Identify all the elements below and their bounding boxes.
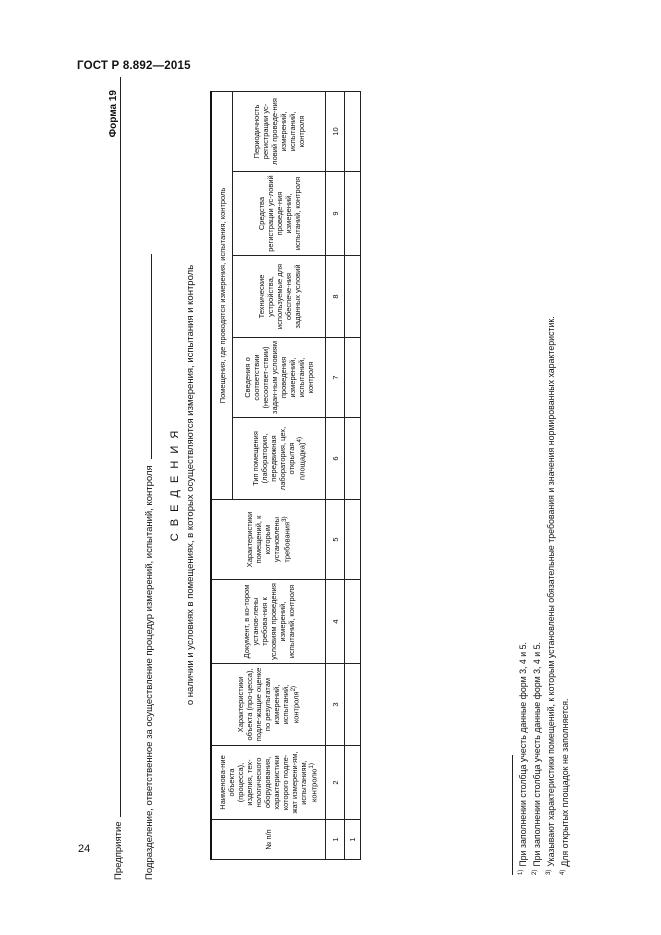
row-cell[interactable] [345, 500, 361, 580]
column-number: 4 [326, 580, 345, 664]
form-label: Форма 19 [108, 90, 119, 138]
column-number: 9 [326, 172, 345, 256]
column-number: 1 [326, 820, 345, 860]
row-cell[interactable] [345, 91, 361, 171]
header-cell-8: Технические устройства, используемые для обеспече-ния заданных условий [233, 256, 326, 338]
standard-header: ГОСТ Р 8.892—2015 [77, 60, 191, 72]
enterprise-input-line[interactable] [120, 77, 121, 817]
column-number: 6 [326, 418, 345, 500]
rotated-form-content [52, 90, 622, 880]
header-cell-7: Сведения о соответствии (несоответ-ствии) задан-ным условиям проведения измерений, испытаний, контроля [233, 338, 326, 418]
column-number: 3 [326, 664, 345, 746]
row-cell[interactable] [345, 338, 361, 418]
row-cell[interactable] [345, 172, 361, 256]
group-header: Помещения, где проводятся измерения, испытания, контроль [211, 91, 233, 499]
header-cell-2: Наименова-ние объекта (процесса), изделия, тех-нологического оборудования, характеристики которого подле-жат измерени-ям, испытаниям, контролю$^{1)}$ [211, 746, 326, 820]
department-field [144, 254, 155, 880]
column-number: 7 [326, 338, 345, 418]
row-cell[interactable] [345, 256, 361, 338]
column-number: 8 [326, 256, 345, 338]
enterprise-field [113, 77, 124, 880]
footnote-3: $^{3)}$Указывают характеристики помещений, к которым установлены обязательные требования и значения нормированных характеристик. [546, 316, 556, 875]
footnote-2: $^{2)}$При заполнении столбца учесть данные форм 3, 4 и 5. [532, 642, 542, 875]
department-input-line[interactable] [151, 254, 152, 459]
row-cell[interactable] [345, 664, 361, 746]
header-cell-4: Документ, в ко-тором установ-лены требова-ния к условиям проведения измерений, испытаний, контроля [211, 580, 326, 664]
header-cell-1: № п/п [211, 820, 326, 860]
header-cell-9: Средства регистрации ус-ловий проведе-ния измерений, испытаний, контроля [233, 172, 326, 256]
page-number: 24 [78, 843, 91, 855]
row-cell[interactable] [345, 418, 361, 500]
header-cell-5: Характеристики помещений, к которым установлены требования$^{3)}$ [211, 500, 326, 580]
header-cell-10: Периодичность регистрации ус-ловий проведе-ния измерений, испытаний, контроля [233, 91, 326, 171]
column-number: 2 [326, 746, 345, 820]
column-number: 5 [326, 500, 345, 580]
footnote-divider [512, 755, 513, 875]
enterprise-label: Предприятие [113, 821, 124, 880]
header-cell-6: Тип помещения (лаборатория, передвижная лаборатория, цех, открытая площадка)$^{4)}$ [233, 418, 326, 500]
conditions-table [210, 91, 361, 860]
row-cell[interactable] [345, 580, 361, 664]
form-title: С В Е Д Е Н И Я [169, 428, 181, 542]
department-label: Подразделение, ответственное за осуществление процедур измерений, испытаний, контроля [144, 465, 155, 880]
row-cell: 1 [345, 820, 361, 860]
form-subtitle: о наличии и условиях в помещениях, в которых осуществляются измерения, испытания и контроль [185, 264, 196, 706]
row-cell[interactable] [345, 746, 361, 820]
header-cell-3: Характеристики объекта (про-цесса), подле-жащие оценке по результатам измерений, испытаний, контроля$^{2)}$ [211, 664, 326, 746]
footnote-1: $^{1)}$При заполнении столбца учесть данные форм 3, 4 и 5. [518, 642, 528, 875]
footnote-4: $^{4)}$Для открытых площадок не заполняется. [560, 698, 570, 875]
column-number: 10 [326, 91, 345, 171]
